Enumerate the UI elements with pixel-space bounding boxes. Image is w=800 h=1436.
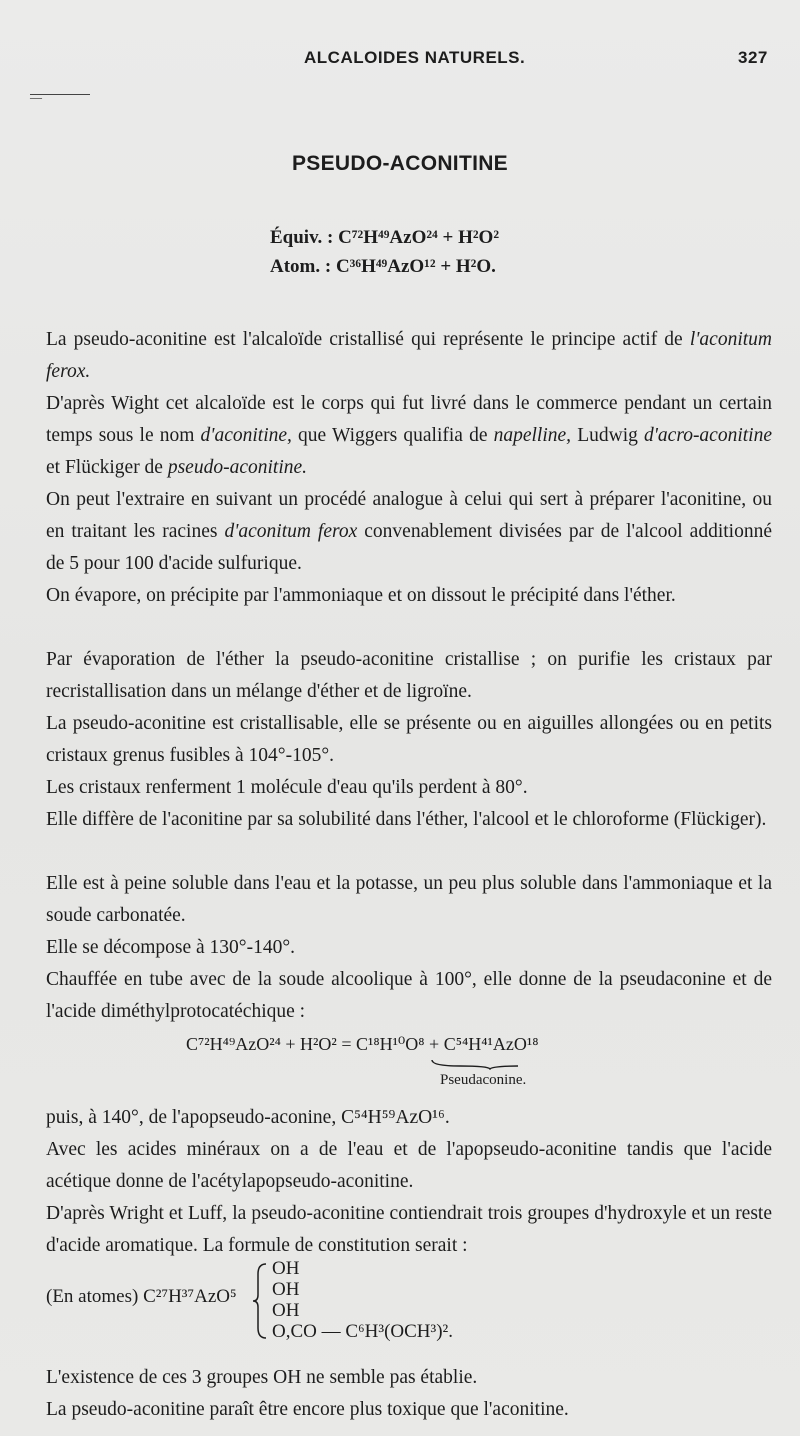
pseudaconine-label: Pseudaconine. [440,1072,527,1088]
section-heading: PSEUDO-ACONITINE [292,152,508,175]
paragraph-5: Par évaporation de l'éther la pseudo-aconitine cristallise ; on purifie les cristaux par recristallisation dans un mélange d'éther et de ligroïne. [46,649,772,702]
atom-label: Atom. : [270,256,336,277]
equiv-label: Équiv. : [270,227,339,248]
paragraph-4: On évapore, on précipite par l'ammoniaque et on dissout le précipité dans l'éther. [46,585,676,606]
paragraph-16: La pseudo-aconitine paraît être encore plus toxique que l'aconitine. [46,1399,569,1420]
atom-formula-line [270,256,496,278]
paragraph-1-text: La pseudo-aconitine est l'alcaloïde cristallisé qui représente le principe actif de [46,329,690,350]
paragraph-1-italic: l'aconitum ferox. [46,329,772,382]
constitution-group-4: O,CO — C⁶H³(OCH³)². [272,1321,453,1342]
paragraph-3-text-a: On peut l'extraire en suivant un procédé analogue à celui qui sert à préparer l'aconitine, ou en traitant les racines [46,489,772,542]
paragraph-2-text-d: et Flückiger de [46,457,168,478]
paragraph-2-text-b: que Wiggers qualifia de [291,425,494,446]
paragraph-3 [46,484,772,580]
paragraph-2-italic-d: pseudo-aconitine. [167,457,308,478]
equiv-formula-line [270,227,499,249]
paragraph-1 [46,324,772,388]
atom-formula: C³⁶H⁴⁹AzO¹² + H²O. [335,256,496,277]
pseudaconine-brace [430,1058,518,1070]
paragraph-12 [46,1102,772,1134]
constitution-group-2: OH [272,1279,300,1300]
paragraph-2-text-a: D'après Wight cet alcaloïde est le corps qui fut livré dans le commerce pendant un certain temps sous le nom [46,393,772,446]
page-number: 327 [738,48,768,67]
paragraph-12-text: puis, à 140°, de l'apopseudo-aconine, [46,1107,342,1128]
constitution-group-1: OH [272,1258,300,1279]
equiv-formula: C⁷²H⁴⁹AzO²⁴ + H²O² [338,227,500,248]
paragraph-13: Avec les acides minéraux on a de l'eau et de l'apopseudo-aconitine tandis que l'acide acétique donne de l'acétylapopseudo-aconitine. [46,1139,772,1192]
paragraph-2-text-c: Ludwig [571,425,644,446]
decomposition-equation: C⁷²H⁴⁹AzO²⁴ + H²O² = C¹⁸H¹⁰O⁸ + C⁵⁴H⁴¹AzO¹⁸ [186,1034,539,1054]
margin-mark: — [30,90,42,104]
paragraph-6: La pseudo-aconitine est cristallisable, elle se présente ou en aiguilles allongées ou en petits cristaux grenus fusibles à 104°-105°. [46,713,772,766]
paragraph-12-formula: C⁵⁴H⁵⁹AzO¹⁶. [341,1107,450,1128]
paragraph-11: Chauffée en tube avec de la soude alcoolique à 100°, elle donne de la pseudaconine et de l'acide diméthylprotocatéchique : [46,969,772,1022]
running-header [0,48,800,72]
constitution-brace [251,1262,269,1340]
constitution-label: (En atomes) C²⁷H³⁷AzO⁵ [46,1286,237,1307]
paragraph-2-italic-c: d'acro-aconitine [644,425,772,446]
paragraph-3-italic: d'aconitum ferox [224,521,358,542]
running-title: ALCALOIDES NATURELS. [304,48,526,67]
paragraph-3-text-b: convenablement divisées par de l'alcool additionné de 5 pour 100 d'acide sulfurique. [46,521,772,574]
paragraph-2-italic-b: napelline, [493,425,572,446]
constitution-group-3: OH [272,1300,300,1321]
paragraph-8: Elle diffère de l'aconitine par sa solubilité dans l'éther, l'alcool et le chloroforme (Flückiger). [46,809,767,830]
paragraph-2-italic-a: d'aconitine, [200,425,292,446]
paragraph-14: D'après Wright et Luff, la pseudo-aconitine contiendrait trois groupes d'hydroxyle et un reste d'acide aromatique. La formule de constitution serait : [46,1203,772,1256]
paragraph-15: L'existence de ces 3 groupes OH ne semble pas établie. [46,1367,478,1388]
paragraph-7: Les cristaux renferment 1 molécule d'eau qu'ils perdent à 80°. [46,777,528,798]
paragraph-9: Elle est à peine soluble dans l'eau et la potasse, un peu plus soluble dans l'ammoniaque et la soude carbonatée. [46,873,772,926]
paragraph-2 [46,388,772,484]
paragraph-10: Elle se décompose à 130°-140°. [46,937,295,958]
